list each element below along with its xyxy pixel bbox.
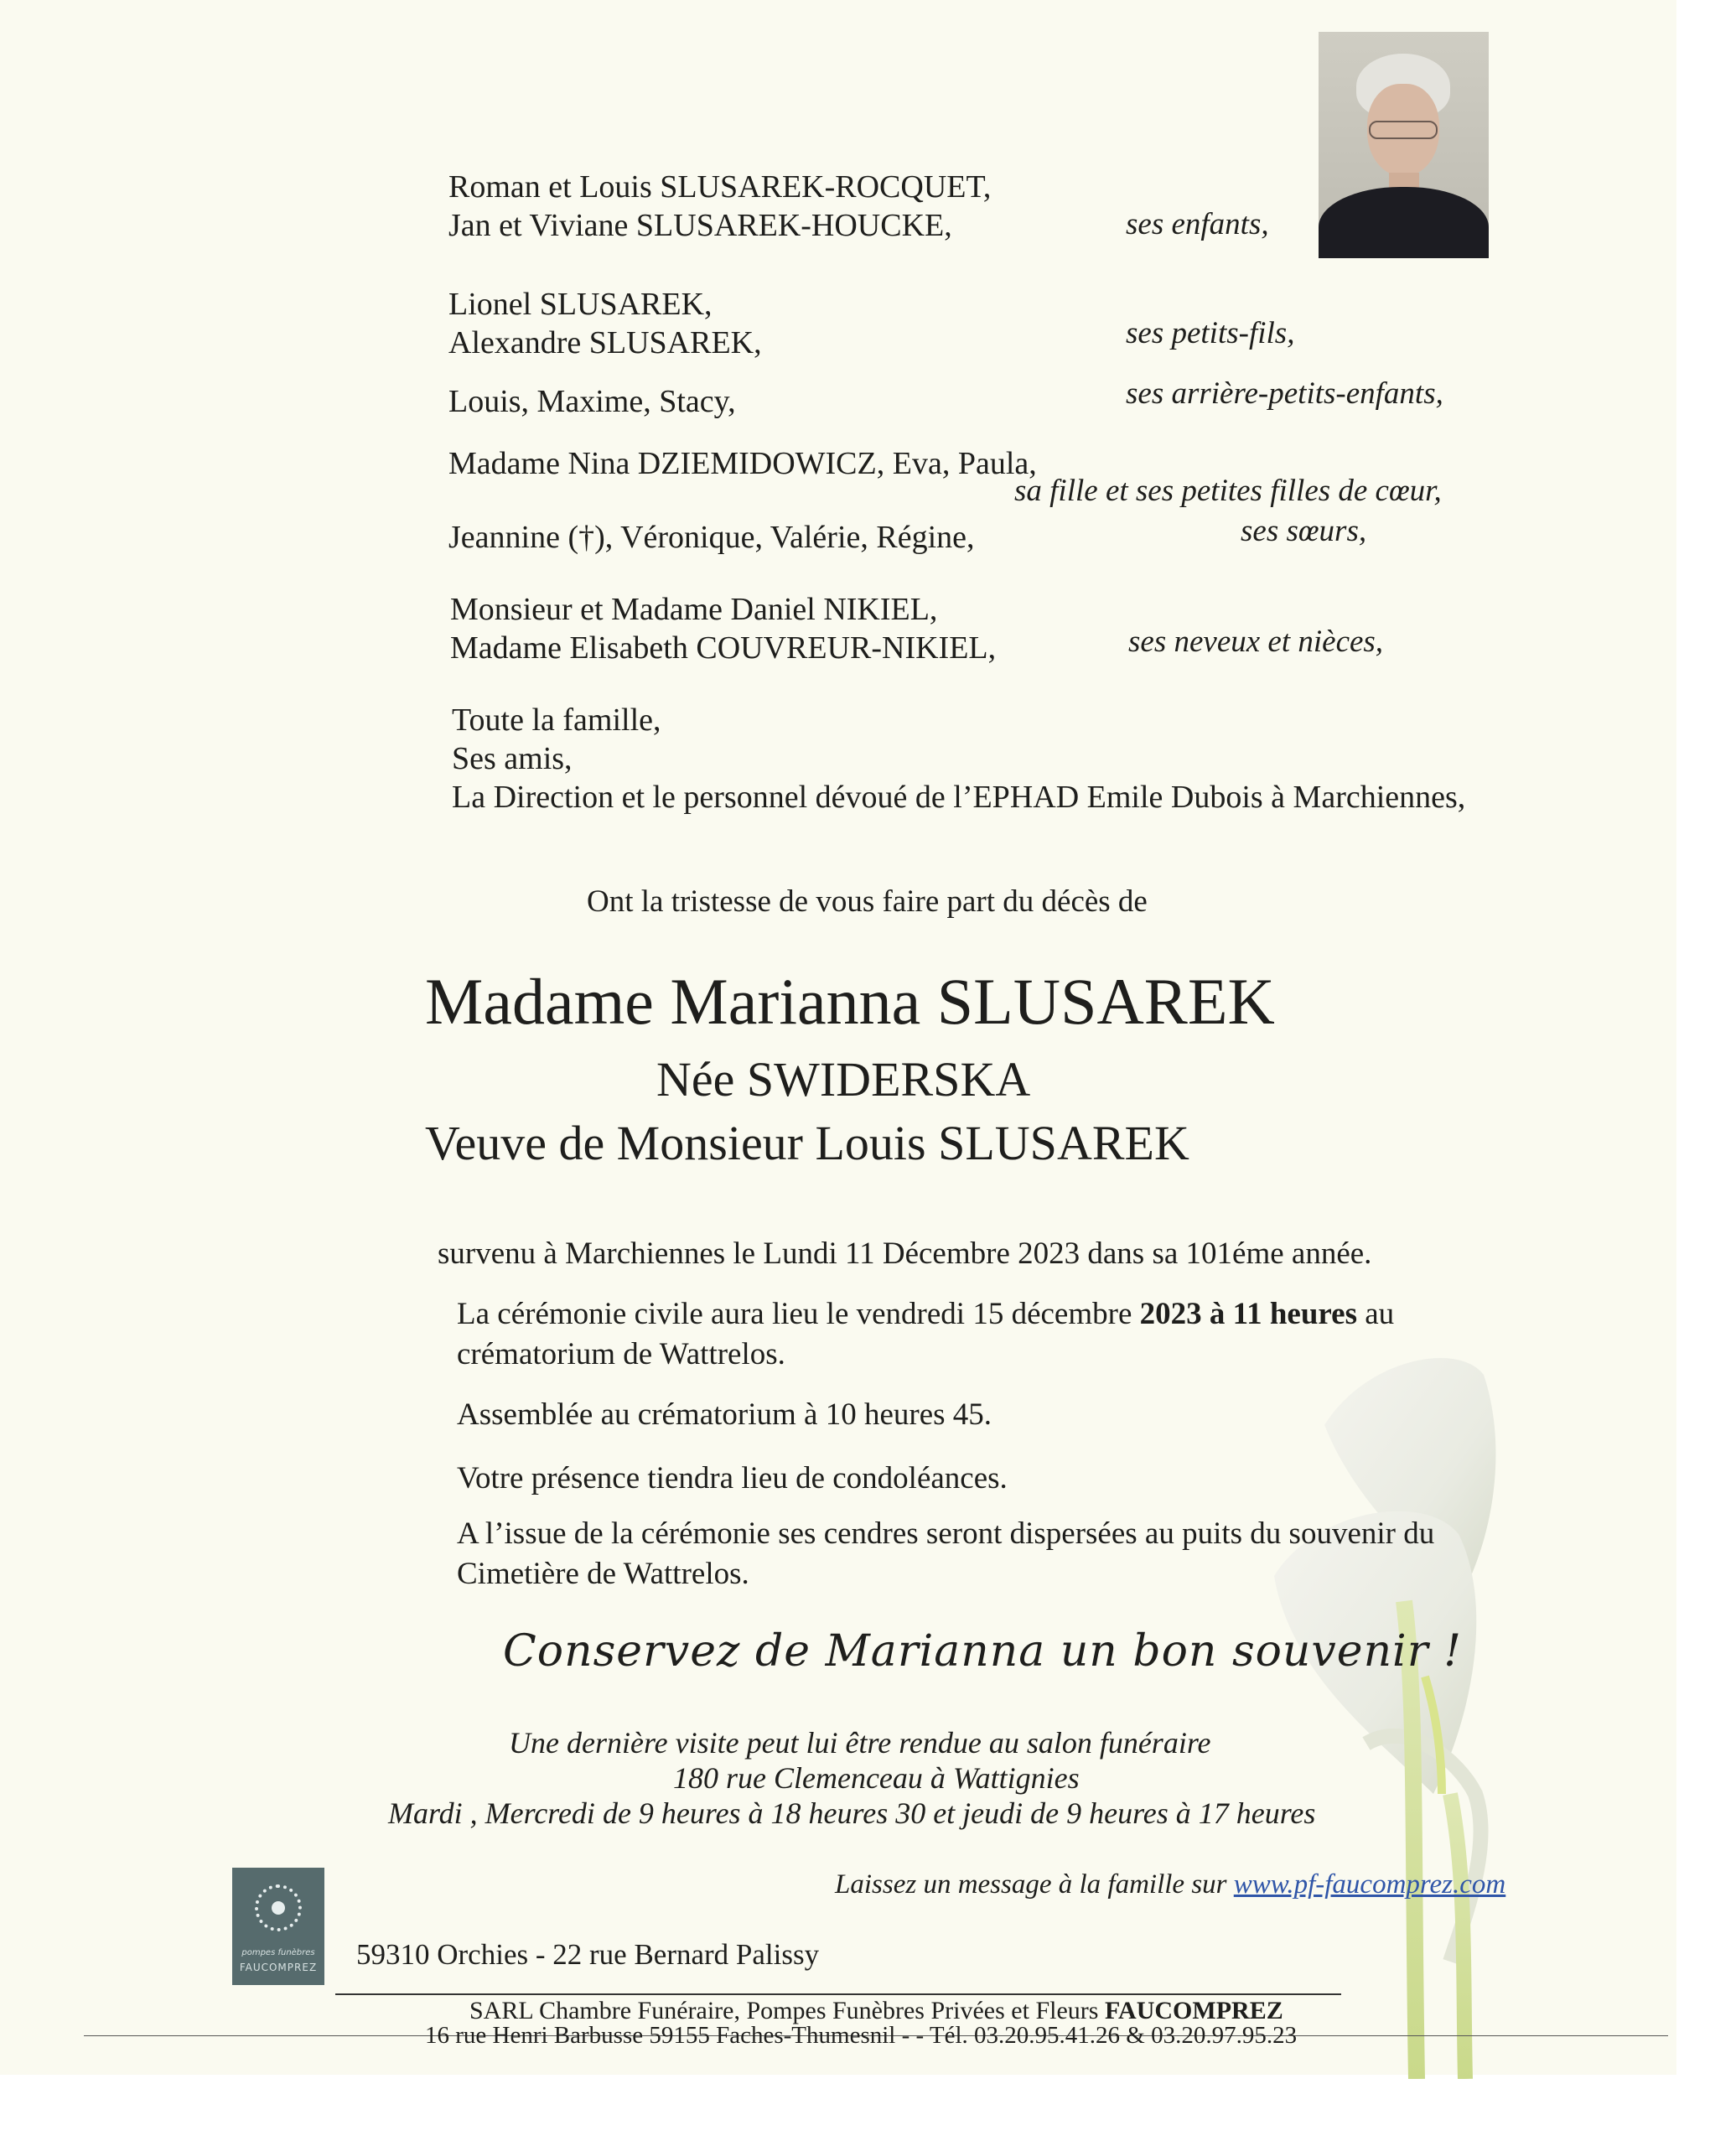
website-link[interactable]: www.pf-faucomprez.com	[1233, 1869, 1506, 1900]
announcement-text: Ont la tristesse de vous faire part du décès de	[587, 884, 1148, 919]
assembly-info: Assemblée au crématorium à 10 heures 45.	[457, 1397, 992, 1432]
coeur-relation: sa fille et ses petites filles de cœur,	[1014, 474, 1442, 508]
visit-line-3: Mardi , Mercredi de 9 heures à 18 heures 30 et jeudi de 9 heures à 17 heures	[388, 1796, 1316, 1830]
deceased-portrait-photo	[1319, 32, 1489, 258]
enfants-names: Roman et Louis SLUSAREK-ROCQUET, Jan et Viviane SLUSAREK-HOUCKE,	[448, 169, 992, 243]
ashes-info: A l’issue de la cérémonie ses cendres seront dispersées au puits du souvenir du Cimetière de Wattrelos.	[457, 1516, 1435, 1591]
arriere-names: Louis, Maxime, Stacy,	[448, 384, 736, 419]
death-notice: survenu à Marchiennes le Lundi 11 Décembre 2023 dans sa 101éme année.	[438, 1236, 1372, 1271]
soeurs-relation: ses sœurs,	[1241, 514, 1367, 548]
soeurs-names: Jeannine (†), Véronique, Valérie, Régine,	[448, 520, 975, 555]
other-mourners: Toute la famille, Ses amis, La Direction et le personnel dévoué de l’EPHAD Emile Dubois à Marchiennes,	[452, 702, 1466, 815]
footer-contact: 16 rue Henri Barbusse 59155 Faches-Thumesnil - - Tél. 03.20.95.41.26 & 03.20.97.95.23	[425, 2022, 1298, 2049]
footer-divider-top	[335, 1993, 1341, 1995]
enfants-relation: ses enfants,	[1126, 207, 1269, 241]
petits-fils-relation: ses petits-fils,	[1126, 316, 1295, 350]
calla-lily-decoration	[1241, 1324, 1643, 2079]
arriere-relation: ses arrière-petits-enfants,	[1126, 376, 1443, 411]
neveux-names: Monsieur et Madame Daniel NIKIEL, Madame Elisabeth COUVREUR-NIKIEL,	[450, 592, 997, 666]
widow-of: Veuve de Monsieur Louis SLUSAREK	[425, 1116, 1189, 1170]
memory-phrase: Conservez de Marianna un bon souvenir !	[503, 1626, 1462, 1677]
visit-line-2: 180 rue Clemenceau à Wattignies	[673, 1761, 1080, 1795]
neveux-relation: ses neveux et nièces,	[1128, 625, 1384, 659]
coeur-names: Madame Nina DZIEMIDOWICZ, Eva, Paula,	[448, 446, 1037, 481]
footer-company: SARL Chambre Funéraire, Pompes Funèbres Privées et Fleurs FAUCOMPREZ	[469, 1997, 1283, 2024]
visit-line-1: Une dernière visite peut lui être rendue au salon funéraire	[509, 1726, 1211, 1760]
flower-logo-icon	[255, 1884, 302, 1931]
message-line: Laissez un message à la famille sur www.pf-faucomprez.com	[835, 1869, 1506, 1900]
petits-fils-names: Lionel SLUSAREK, Alexandre SLUSAREK,	[448, 287, 762, 360]
deceased-name: Madame Marianna SLUSAREK	[425, 965, 1275, 1038]
birth-name: Née SWIDERSKA	[656, 1052, 1031, 1107]
faucomprez-logo: pompes funèbres FAUCOMPREZ	[232, 1868, 324, 1985]
ceremony-info: La cérémonie civile aura lieu le vendredi 15 décembre 2023 à 11 heures au crématorium de Wattrelos.	[457, 1297, 1395, 1371]
condolences-info: Votre présence tiendra lieu de condoléances.	[457, 1461, 1008, 1495]
footer-address: 59310 Orchies - 22 rue Bernard Palissy	[356, 1938, 820, 1971]
